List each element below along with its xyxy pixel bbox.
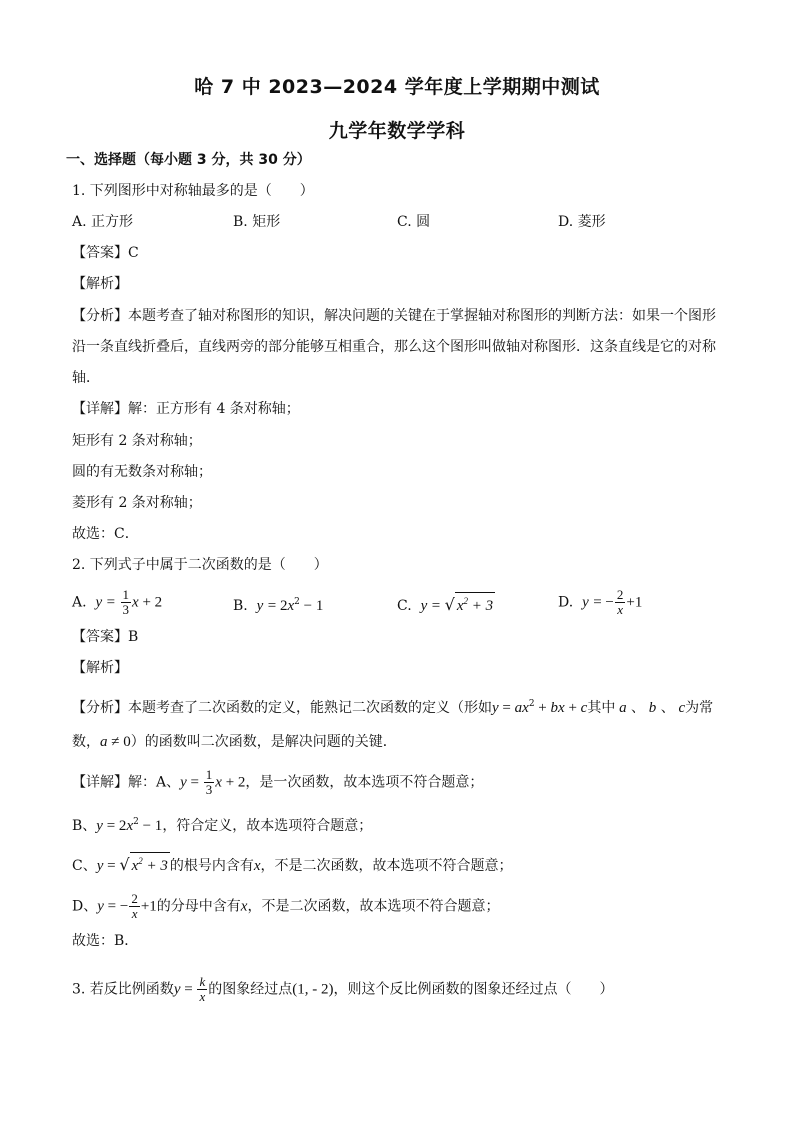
q2-detail-d-post: ，不是二次函数，故本选项不符合题意； bbox=[247, 898, 500, 915]
q2-analysis-text-e: ）的函数叫二次函数，是解决问题的关键． bbox=[130, 734, 397, 750]
q3-point: (1, - 2) bbox=[292, 981, 334, 998]
q2-analysis-text-d: 数， bbox=[72, 734, 100, 750]
q2-option-c-letter: C. bbox=[397, 598, 412, 614]
xiangjie-label: 【详解】 bbox=[72, 401, 128, 417]
q1-detail-line-2: 矩形有 2 条对称轴； bbox=[72, 433, 202, 449]
section-heading: 一、选择题（每小题 3 分，共 30 分） bbox=[66, 152, 311, 168]
q2-conclusion: 故选：B． bbox=[72, 933, 139, 949]
q1-option-a: A. 正方形 bbox=[72, 214, 134, 230]
q2-analysis-line-1: 【分析】本题考查了二次函数的定义，能熟记二次函数的定义（形如$y = ax^2$ + bx + c其中 a 、 b 、 c为常 bbox=[72, 699, 714, 716]
q2-stem: 2. 下列式子中属于二次函数的是（ ） bbox=[72, 557, 328, 573]
q2-option-d-letter: D. bbox=[558, 594, 574, 611]
q2-detail-c-pre: C、 bbox=[72, 858, 97, 874]
q2-detail-b-post: ，符合定义，故本选项符合题意； bbox=[162, 818, 373, 834]
q1-analysis-line-3: 轴． bbox=[72, 370, 100, 386]
q1-option-d: D. 菱形 bbox=[558, 214, 606, 230]
q2-option-a: A. y = $\frac{1}{3}$ x + 2 bbox=[72, 587, 163, 617]
fenxi-label-2: 【分析】 bbox=[72, 700, 128, 716]
q2-option-b-letter: B. bbox=[233, 598, 248, 614]
q1-analysis-line-2: 沿一条直线折叠后，直线两旁的部分能够互相重合，那么这个图形叫做轴对称图形．这条直线是它的对称 bbox=[72, 339, 716, 355]
q3-stem: 3. 若反比例函数y = $\frac{k}{x}$ 的图象经过点(1, - 2)，则这个反比例函数的图象还经过点（ ） bbox=[72, 974, 614, 1004]
q3-stem-b: 的图象经过点 bbox=[208, 981, 293, 998]
q2-analysis-text-b: 其中 bbox=[587, 700, 616, 716]
q1-detail-line-4: 菱形有 2 条对称轴； bbox=[72, 495, 202, 511]
q2-option-c: C. y = √ $x^2 + 3$ bbox=[397, 592, 495, 616]
q2-option-a-letter: A. bbox=[72, 594, 87, 611]
q2-detail-d-mid: 的分母中含有 bbox=[156, 898, 241, 915]
q2-option-d: D. y = − $\frac{2}{x}$ +1 bbox=[558, 587, 643, 617]
q1-detail-line-1 bbox=[72, 399, 300, 419]
q1-stem: 1. 下列图形中对称轴最多的是（ ） bbox=[72, 183, 314, 199]
answer-label: 【答案】 bbox=[72, 245, 128, 261]
q3-stem-c: ，则这个反比例函数的图象还经过点（ ） bbox=[333, 981, 614, 998]
q2-detail-d-pre: D、 bbox=[72, 898, 98, 915]
q2-detail-c-post: ，不是二次函数，故本选项不符合题意； bbox=[260, 858, 513, 874]
q3-stem-a: 3. 若反比例函数 bbox=[72, 981, 174, 998]
q1-analysis-text-1: 本题考查了轴对称图形的知识，解决问题的关键在于掌握轴对称图形的判断方法：如果一个图形 bbox=[128, 308, 716, 324]
q1-analysis-label: 【解析】 bbox=[72, 276, 128, 292]
document-subtitle: 九学年数学学科 bbox=[328, 120, 466, 142]
q1-detail-line-3: 圆的有无数条对称轴； bbox=[72, 464, 212, 480]
q2-detail-b-pre: B、 bbox=[72, 818, 97, 834]
fenxi-label: 【分析】 bbox=[72, 308, 128, 324]
q2-option-b: B. $y = 2x^2 - 1$ bbox=[233, 597, 324, 614]
q2-analysis-label: 【解析】 bbox=[72, 660, 128, 676]
xiangjie-label-2: 【详解】 bbox=[72, 774, 128, 791]
q2-analysis-text-c: 为常 bbox=[685, 700, 714, 716]
q1-answer bbox=[72, 243, 139, 263]
q2-answer-value: B bbox=[128, 629, 139, 645]
answer-label-2: 【答案】 bbox=[72, 629, 128, 645]
q1-answer-value: C bbox=[128, 245, 139, 261]
q2-detail-line-a: 【详解】解：A、y = $\frac{1}{3}$ x + 2，是一次函数，故本选项不符合题意； bbox=[72, 767, 484, 797]
q1-option-c: C. 圆 bbox=[397, 214, 431, 230]
document-title: 哈 7 中 2023—2024 学年度上学期期中测试 bbox=[194, 76, 600, 98]
q2-answer bbox=[72, 627, 138, 647]
q2-detail-a-pre: 解：A、 bbox=[128, 774, 181, 791]
q2-detail-c-mid: 的根号内含有 bbox=[169, 858, 254, 874]
q2-detail-line-d: D、y = − $\frac{2}{x}$ +1的分母中含有x，不是二次函数，故本选项不符合题意； bbox=[72, 891, 500, 921]
q2-detail-line-b: B、$y = 2x^2 - 1$，符合定义，故本选项符合题意； bbox=[72, 817, 373, 834]
q1-analysis-line-1 bbox=[72, 306, 716, 326]
q1-detail-line-5: 故选：C． bbox=[72, 526, 139, 542]
q2-analysis-line-2: 数，a ≠ 0）的函数叫二次函数，是解决问题的关键． bbox=[72, 734, 397, 750]
q1-detail-text-1: 解：正方形有 4 条对称轴； bbox=[128, 401, 300, 417]
q2-detail-a-post: ，是一次函数，故本选项不符合题意； bbox=[245, 774, 484, 791]
q2-analysis-text-a: 本题考查了二次函数的定义，能熟记二次函数的定义（形如 bbox=[128, 700, 492, 716]
q2-detail-line-c: C、y = √ $x^2 + 3$ 的根号内含有x，不是二次函数，故本选项不符合题意； bbox=[72, 852, 513, 876]
q1-option-b: B. 矩形 bbox=[233, 214, 281, 230]
